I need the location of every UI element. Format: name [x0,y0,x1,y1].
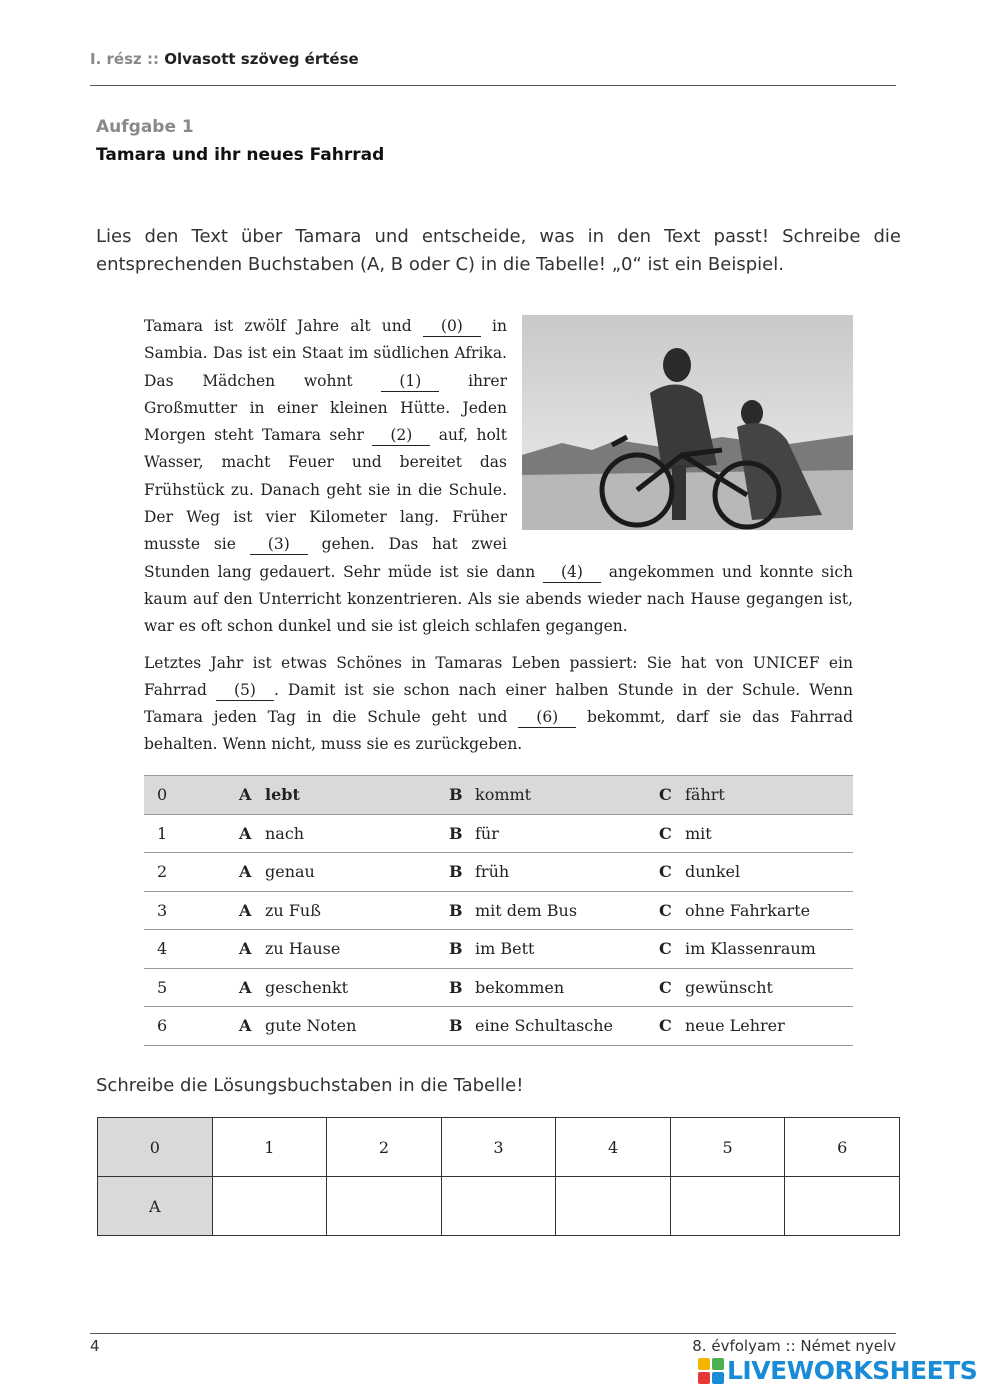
answer-input-1[interactable] [212,1177,327,1236]
option-text: genau [265,862,315,882]
option-letter: C [659,939,672,959]
option-b [449,968,659,1007]
option-letter: C [659,785,672,805]
choice-number: 0 [144,776,239,815]
option-letter: C [659,1016,672,1036]
answer-input-3[interactable] [441,1177,556,1236]
option-b [449,853,659,892]
option-text: gute Noten [265,1016,357,1036]
option-c [659,891,853,930]
option-letter: C [659,977,672,997]
option-a [239,1007,449,1046]
answer-header-cell: 2 [327,1118,442,1177]
section-label: I. rész [90,50,142,68]
option-letter: C [659,862,672,882]
option-a [239,891,449,930]
photo-girls-with-bicycle [522,315,853,530]
option-c [659,853,853,892]
header-divider [90,85,896,86]
option-letter: B [449,900,463,920]
option-text: mit [685,823,712,843]
choice-row [144,891,853,930]
gap-5: (5) [216,680,274,701]
reading-segment: . Damit ist sie schon nach einer halben Stunde in der Schule. Wenn Tamara jeden Tag in die Schule geht und [144,680,853,727]
option-letter: A [239,862,252,882]
answer-input-2[interactable] [327,1177,442,1236]
reading-segment: ihrer Großmutter in einer kleinen Hütte. Jeden Morgen steht Tamara sehr [144,371,507,445]
answer-input-6[interactable] [785,1177,900,1236]
option-letter: A [239,900,252,920]
option-text: eine Schultasche [475,1016,614,1036]
choice-row [144,814,853,853]
option-a [239,853,449,892]
option-b [449,1007,659,1046]
answer-table [97,1117,900,1236]
option-letter: B [449,785,463,805]
choice-number: 5 [144,968,239,1007]
option-text: für [475,823,499,843]
answer-instruction: Schreibe die Lösungsbuchstaben in die Tabelle! [96,1075,524,1096]
reading-segment: bekommt, darf sie das Fahrrad behalten. Wenn nicht, muss sie es zurückgeben. [144,708,854,754]
header-separator: :: [146,50,159,68]
option-c [659,1007,853,1046]
answer-example-cell: A [98,1177,213,1236]
option-text: im Klassenraum [685,939,816,959]
footer-course: 8. évfolyam :: Német nyelv [692,1337,896,1355]
reading-segment: auf, holt Wasser, macht Feuer und bereitet das Frühstück zu. Danach geht sie in die Schule. Der Weg ist vier Kilometer lang. Früher musste sie [144,426,507,554]
option-text: lebt [265,785,300,805]
task-instruction: Lies den Text über Tamara und entscheide, was in den Text passt! Schreibe die entsprechenden Buchstaben (A, B oder C) in die Tabelle! „0“ ist ein Beispiel. [96,226,901,275]
option-letter: A [239,823,252,843]
reading-paragraph-1 [144,313,853,641]
task-label: Aufgabe 1 [96,117,194,137]
option-letter: B [449,862,463,882]
option-letter: A [239,977,252,997]
option-text: zu Fuß [265,900,321,920]
option-b [449,930,659,969]
option-letter: A [239,939,252,959]
choices-table [144,775,853,1046]
gap-6: (6) [518,707,576,728]
reading-segment: Letztes Jahr ist etwas Schönes in Tamaras Leben passiert: Sie hat von UNICEF ein Fahrrad [144,653,853,699]
option-letter: C [659,823,672,843]
answer-input-4[interactable] [556,1177,671,1236]
option-c [659,930,853,969]
choice-row [144,930,853,969]
option-b [449,776,659,815]
option-text: im Bett [475,939,535,959]
option-letter: A [239,785,252,805]
option-text: kommt [475,785,532,805]
option-a [239,968,449,1007]
option-text: nach [265,823,305,843]
option-text: bekommen [475,977,565,997]
option-letter: C [659,900,672,920]
gap-3: (3) [250,534,308,555]
option-b [449,891,659,930]
reading-segment: Tamara ist zwölf Jahre alt und [144,317,412,335]
page-number: 4 [90,1337,100,1355]
option-letter: B [449,823,463,843]
option-letter: B [449,1016,463,1036]
answer-header-cell: 3 [441,1118,556,1177]
option-c [659,814,853,853]
choice-row [144,853,853,892]
choice-row [144,968,853,1007]
gap-2: (2) [372,425,430,446]
option-letter: B [449,939,463,959]
choice-number: 2 [144,853,239,892]
answer-row [98,1177,900,1236]
gap-1: (1) [381,371,439,392]
option-letter: A [239,1016,252,1036]
option-text: neue Lehrer [685,1016,785,1036]
option-text: mit dem Bus [475,900,578,920]
option-text: früh [475,862,510,882]
option-text: zu Hause [265,939,341,959]
section-header [90,50,359,68]
choice-number: 1 [144,814,239,853]
option-text: gewünscht [685,977,773,997]
option-letter: B [449,977,463,997]
liveworksheets-logo-icon [698,1358,724,1384]
reading-segment: angekommen und konnte sich kaum auf den Unterricht konzentrieren. Als sie abends wieder nach Hause gegangen ist, war es oft schon dunkel und sie ist gleich schlafen gegangen. [144,562,853,636]
option-a [239,930,449,969]
task-title: Tamara und ihr neues Fahrrad [96,145,385,165]
reading-paragraph-2 [144,650,853,759]
option-text: fährt [685,785,725,805]
liveworksheets-brand[interactable] [698,1356,977,1385]
answer-input-5[interactable] [670,1177,785,1236]
reading-text [144,313,853,768]
option-b [449,814,659,853]
answer-header-cell: 4 [556,1118,671,1177]
answer-header-row [98,1118,900,1177]
option-text: dunkel [685,862,741,882]
option-text: ohne Fahrkarte [685,900,811,920]
footer-divider [90,1333,896,1334]
section-title: Olvasott szöveg értése [164,50,359,68]
brand-name: LIVEWORKSHEETS [727,1356,978,1385]
answer-header-cell: 0 [98,1118,213,1177]
option-c [659,968,853,1007]
choice-number: 6 [144,1007,239,1046]
gap-4: (4) [543,562,601,583]
choice-number: 4 [144,930,239,969]
option-a [239,776,449,815]
choice-row [144,1007,853,1046]
choice-row [144,776,853,815]
answer-header-cell: 1 [212,1118,327,1177]
answer-header-cell: 5 [670,1118,785,1177]
reading-segment: in Sambia. Das ist ein Staat im südlichen Afrika. Das Mädchen wohnt [144,317,507,390]
choice-number: 3 [144,891,239,930]
option-a [239,814,449,853]
answer-header-cell: 6 [785,1118,900,1177]
reading-segment: gehen. Das hat zwei Stunden lang gedauert. Sehr müde ist sie dann [144,535,536,581]
option-text: geschenkt [265,977,349,997]
option-c [659,776,853,815]
gap-0: (0) [423,316,481,337]
